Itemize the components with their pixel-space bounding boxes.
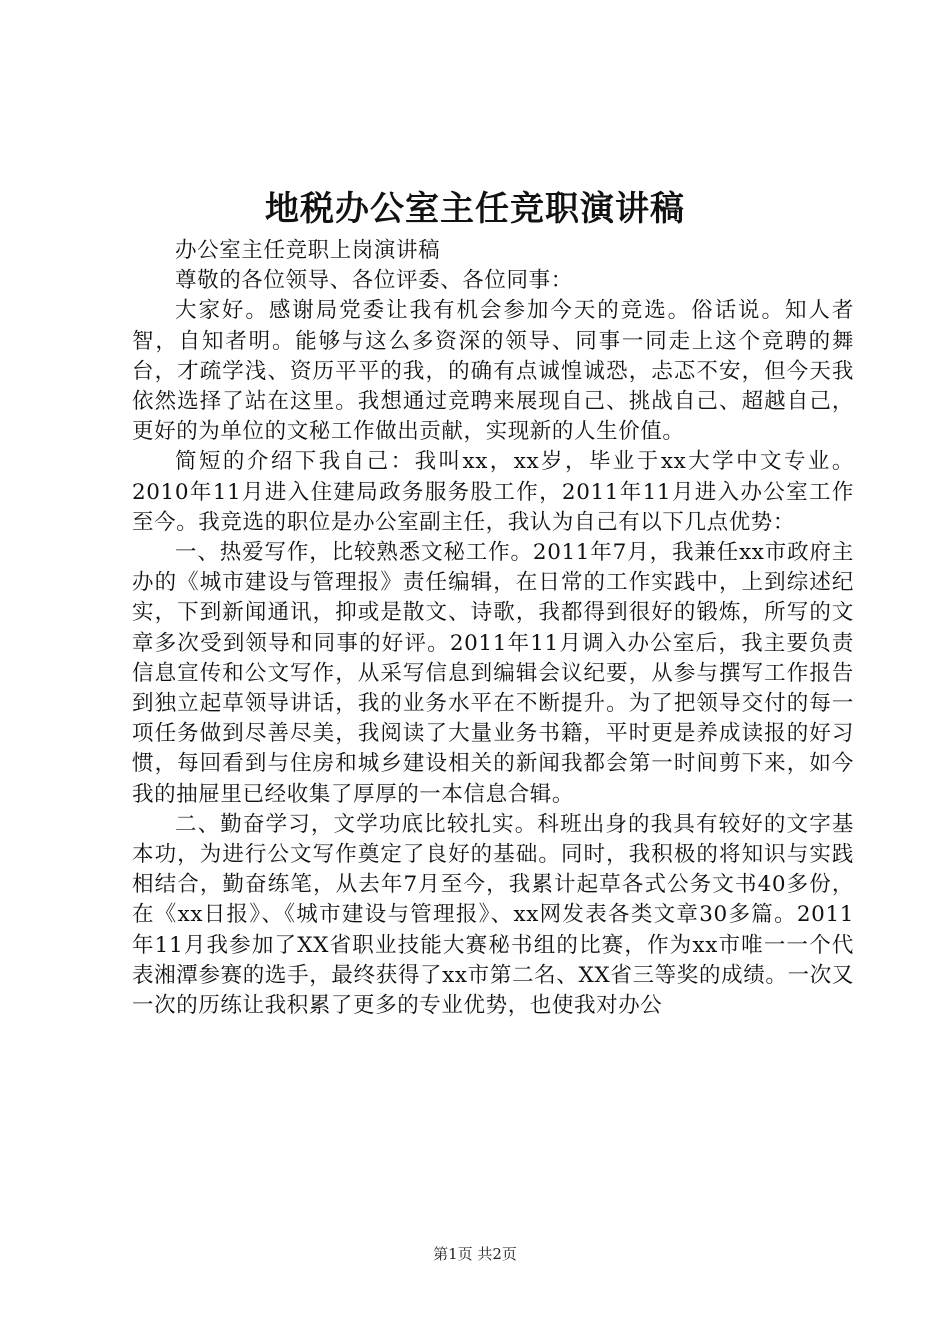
document-title: 地税办公室主任竞职演讲稿 bbox=[265, 189, 685, 229]
paragraph-salutation: 尊敬的各位领导、各位评委、各位同事： bbox=[175, 268, 573, 294]
paragraph-greeting: 大家好。感谢局党委让我有机会参加今天的竞选。俗话说。知人者智，自知者明。能够与这么多资深的领导、同事一同走上这个竞聘的舞台，才疏学浅、资历平平的我，的确有点诚惶诚恐，忐忑不安，但今天我依然选择了站在这里。我想通过竞聘来展现自己、挑战自己、超越自己，更好的为单位的文秘工作做出贡献，实现新的人生价值。 bbox=[132, 298, 854, 445]
paragraph-advantage-one: 一、热爱写作，比较熟悉文秘工作。2011年7月，我兼任xx市政府主办的《城市建设与管理报》责任编辑，在日常的工作实践中，上到综述纪实，下到新闻通讯，抑或是散文、诗歌，我都得到很好的锻炼，所写的文章多次受到领导和同事的好评。2011年11月调入办公室后，我主要负责信息宣传和公文写作，从采写信息到编辑会议纪要，从参与撰写工作报告到独立起草领导讲话，我的业务水平在不断提升。为了把领导交付的每一项任务做到尽善尽美，我阅读了大量业务书籍，平时更是养成读报的好习惯，每回看到与住房和城乡建设相关的新闻我都会第一时间剪下来，如今我的抽屉里已经收集了厚厚的一本信息合辑。 bbox=[132, 540, 854, 807]
paragraph-subtitle: 办公室主任竞职上岗演讲稿 bbox=[175, 238, 441, 263]
paragraph-introduction: 简短的介绍下我自己：我叫xx，xx岁，毕业于xx大学中文专业。2010年11月进入住建局政务服务股工作，2011年11月进入办公室工作至今。我竞选的职位是办公室副主任，我认为自己有以下几点优势： bbox=[132, 449, 854, 535]
paragraph-advantage-two: 二、勤奋学习，文学功底比较扎实。科班出身的我具有较好的文字基本功，为进行公文写作奠定了良好的基础。同时，我积极的将知识与实践相结合，勤奋练笔，从去年7月至今，我累计起草各式公务文书40多份，在《xx日报》、《城市建设与管理报》、xx网发表各类文章30多篇。2011年11月我参加了XX省职业技能大赛秘书组的比赛，作为xx市唯一一个代表湘潭参赛的选手，最终获得了xx市第二名、XX省三等奖的成绩。一次又一次的历练让我积累了更多的专业优势，也使我对办公 bbox=[132, 811, 854, 1019]
document-body bbox=[132, 236, 854, 1021]
page-footer: 第1页 共2页 bbox=[433, 1245, 517, 1263]
